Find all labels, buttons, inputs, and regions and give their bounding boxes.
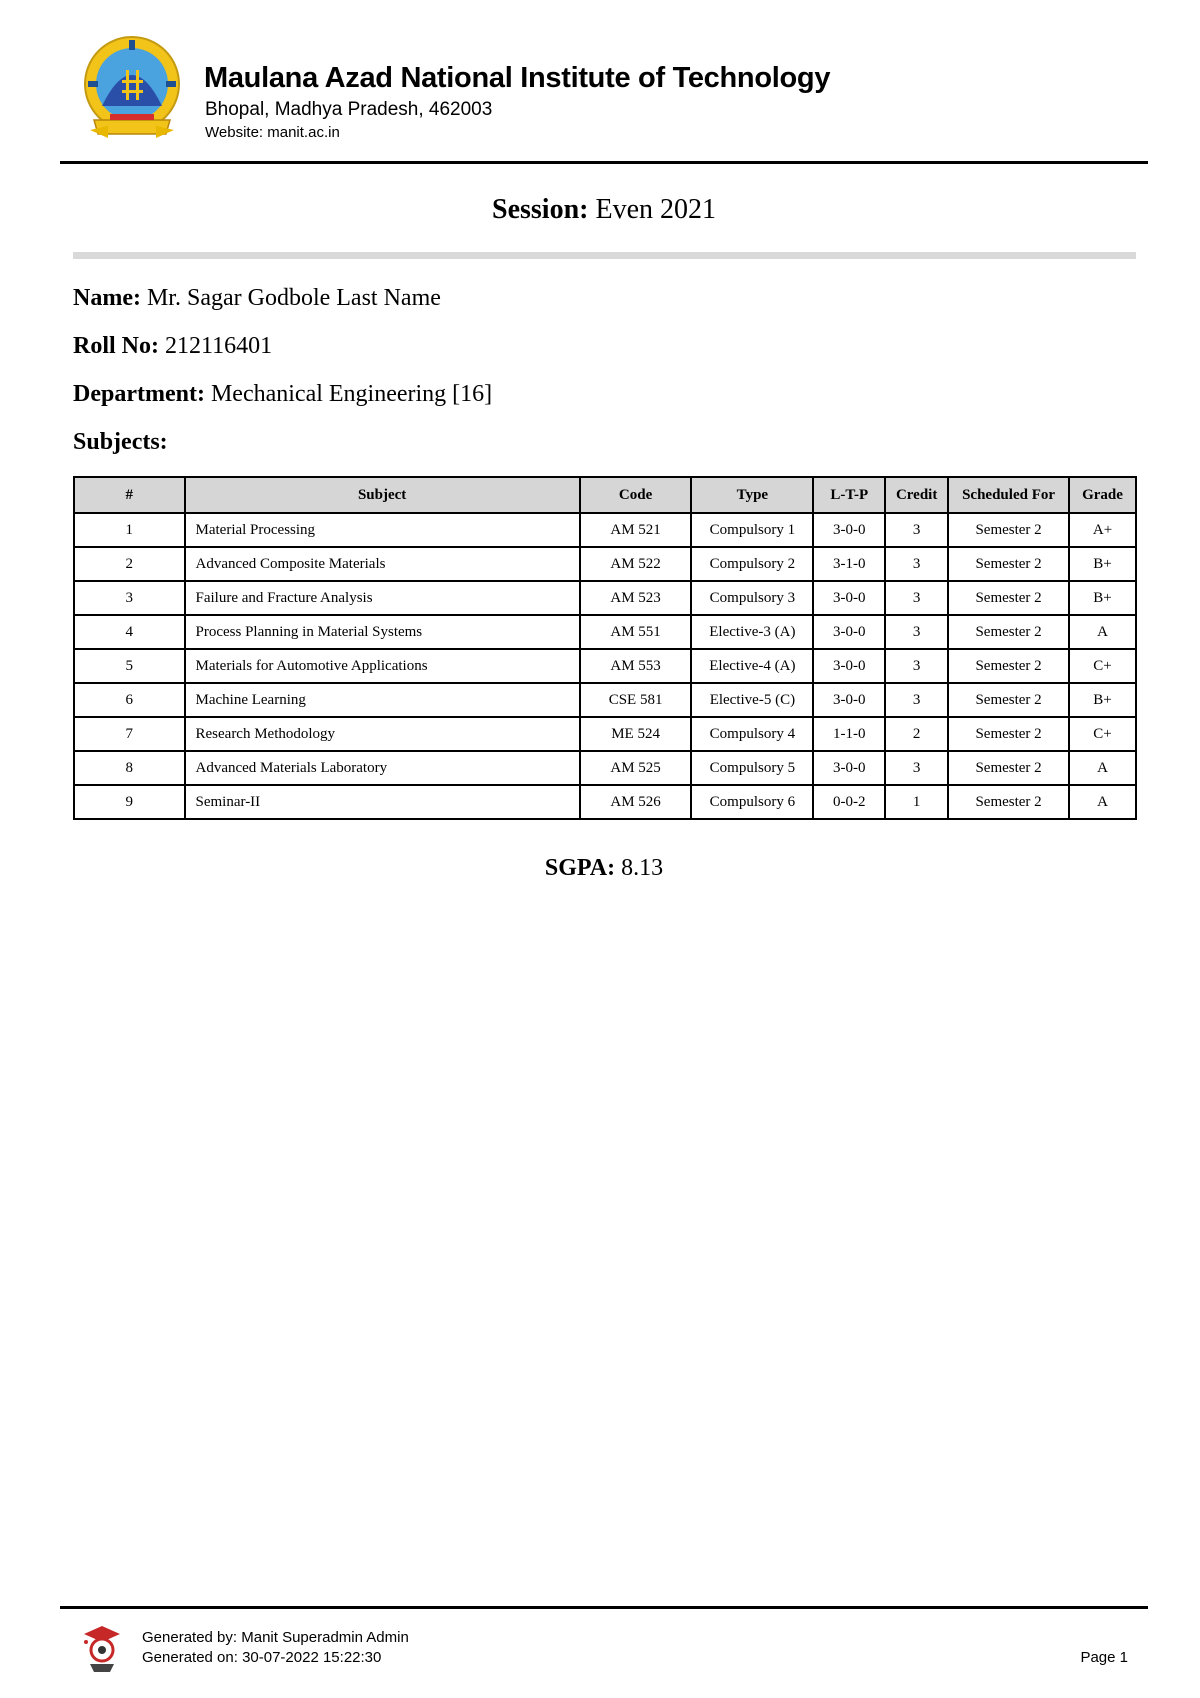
subject-name-cell: Research Methodology (185, 717, 580, 751)
grade-cell: A+ (1069, 513, 1136, 547)
grade-cell: A (1069, 785, 1136, 819)
header-subject: Subject (185, 477, 580, 513)
subject-name-cell: Failure and Fracture Analysis (185, 581, 580, 615)
subject-type-cell: Elective-3 (A) (691, 615, 813, 649)
subject-name-cell: Process Planning in Material Systems (185, 615, 580, 649)
student-name-row (73, 285, 441, 312)
table-row (74, 581, 1136, 615)
table-row (74, 513, 1136, 547)
header-scheduled-for: Scheduled For (948, 477, 1069, 513)
footer-logo (80, 1620, 124, 1676)
ltp-cell: 3-0-0 (813, 513, 885, 547)
subject-code-cell: AM 551 (580, 615, 692, 649)
scheduled-for-cell: Semester 2 (948, 615, 1069, 649)
grade-cell: C+ (1069, 717, 1136, 751)
credit-cell: 1 (885, 785, 948, 819)
table-header-row (74, 477, 1136, 513)
subject-name-cell: Materials for Automotive Applications (185, 649, 580, 683)
table-body (74, 513, 1136, 819)
subject-name-cell: Material Processing (185, 513, 580, 547)
table-row (74, 547, 1136, 581)
ltp-cell: 3-0-0 (813, 751, 885, 785)
scheduled-for-cell: Semester 2 (948, 649, 1069, 683)
grade-cell: B+ (1069, 547, 1136, 581)
subject-name-cell: Seminar-II (185, 785, 580, 819)
header-type: Type (691, 477, 813, 513)
subject-code-cell: ME 524 (580, 717, 692, 751)
roll-no-row (73, 333, 272, 360)
institute-logo (80, 34, 184, 144)
subject-code-cell: AM 525 (580, 751, 692, 785)
credit-cell: 3 (885, 581, 948, 615)
grade-cell: C+ (1069, 649, 1136, 683)
subject-name-cell: Machine Learning (185, 683, 580, 717)
session-divider (73, 252, 1136, 259)
institute-website: Website: manit.ac.in (205, 124, 340, 141)
credit-cell: 2 (885, 717, 948, 751)
subject-type-cell: Compulsory 2 (691, 547, 813, 581)
header-credit: Credit (885, 477, 948, 513)
row-index-cell: 8 (74, 751, 185, 785)
subject-type-cell: Compulsory 6 (691, 785, 813, 819)
subject-name-cell: Advanced Materials Laboratory (185, 751, 580, 785)
scheduled-for-cell: Semester 2 (948, 581, 1069, 615)
row-index-cell: 2 (74, 547, 185, 581)
subject-code-cell: AM 526 (580, 785, 692, 819)
page-number: Page 1 (1080, 1649, 1128, 1666)
table-row (74, 717, 1136, 751)
grade-cell: B+ (1069, 683, 1136, 717)
session-label: Session: (492, 194, 589, 225)
subject-code-cell: AM 523 (580, 581, 692, 615)
institute-name: Maulana Azad National Institute of Technology (204, 62, 831, 94)
subject-code-cell: CSE 581 (580, 683, 692, 717)
department-row (73, 381, 492, 408)
ltp-cell: 3-1-0 (813, 547, 885, 581)
sgpa-value: 8.13 (621, 855, 664, 881)
ltp-cell: 3-0-0 (813, 683, 885, 717)
scheduled-for-cell: Semester 2 (948, 717, 1069, 751)
credit-cell: 3 (885, 751, 948, 785)
institute-address: Bhopal, Madhya Pradesh, 462003 (205, 99, 493, 120)
ltp-cell: 3-0-0 (813, 615, 885, 649)
scheduled-for-cell: Semester 2 (948, 751, 1069, 785)
header-divider (60, 161, 1148, 164)
name-label: Name: (73, 285, 141, 311)
ltp-cell: 1-1-0 (813, 717, 885, 751)
row-index-cell: 5 (74, 649, 185, 683)
table-row (74, 615, 1136, 649)
subject-type-cell: Elective-5 (C) (691, 683, 813, 717)
scheduled-for-cell: Semester 2 (948, 547, 1069, 581)
row-index-cell: 6 (74, 683, 185, 717)
subjects-table (73, 476, 1137, 820)
table-row (74, 751, 1136, 785)
sgpa (0, 855, 1200, 882)
roll-label: Roll No: (73, 333, 159, 359)
subjects-label: Subjects: (73, 429, 168, 455)
roll-number: 212116401 (165, 333, 273, 359)
subject-type-cell: Compulsory 5 (691, 751, 813, 785)
department-value: Mechanical Engineering [16] (210, 381, 493, 407)
row-index-cell: 3 (74, 581, 185, 615)
scheduled-for-cell: Semester 2 (948, 785, 1069, 819)
session-value: Even 2021 (595, 194, 716, 225)
subjects-heading (73, 429, 168, 456)
header-code: Code (580, 477, 692, 513)
footer-divider (60, 1606, 1148, 1609)
subject-type-cell: Compulsory 3 (691, 581, 813, 615)
subject-type-cell: Elective-4 (A) (691, 649, 813, 683)
credit-cell: 3 (885, 615, 948, 649)
generated-on: Generated on: 30-07-2022 15:22:30 (142, 1649, 382, 1666)
row-index-cell: 1 (74, 513, 185, 547)
scheduled-for-cell: Semester 2 (948, 513, 1069, 547)
subject-type-cell: Compulsory 4 (691, 717, 813, 751)
student-name: Mr. Sagar Godbole Last Name (146, 285, 441, 311)
ltp-cell: 0-0-2 (813, 785, 885, 819)
grade-cell: A (1069, 751, 1136, 785)
scheduled-for-cell: Semester 2 (948, 683, 1069, 717)
subject-type-cell: Compulsory 1 (691, 513, 813, 547)
subject-name-cell: Advanced Composite Materials (185, 547, 580, 581)
ltp-cell: 3-0-0 (813, 649, 885, 683)
header-index: # (74, 477, 185, 513)
generated-by: Generated by: Manit Superadmin Admin (142, 1629, 409, 1646)
credit-cell: 3 (885, 683, 948, 717)
row-index-cell: 9 (74, 785, 185, 819)
row-index-cell: 4 (74, 615, 185, 649)
subject-code-cell: AM 522 (580, 547, 692, 581)
table-row (74, 683, 1136, 717)
session-heading (0, 194, 1200, 226)
department-label: Department: (73, 381, 205, 407)
subject-code-cell: AM 553 (580, 649, 692, 683)
credit-cell: 3 (885, 649, 948, 683)
table-row (74, 649, 1136, 683)
grade-cell: A (1069, 615, 1136, 649)
ltp-cell: 3-0-0 (813, 581, 885, 615)
header-grade: Grade (1069, 477, 1136, 513)
subject-code-cell: AM 521 (580, 513, 692, 547)
grade-cell: B+ (1069, 581, 1136, 615)
sgpa-label: SGPA: (544, 855, 616, 881)
credit-cell: 3 (885, 513, 948, 547)
header-ltp: L-T-P (813, 477, 885, 513)
credit-cell: 3 (885, 547, 948, 581)
table-row (74, 785, 1136, 819)
row-index-cell: 7 (74, 717, 185, 751)
